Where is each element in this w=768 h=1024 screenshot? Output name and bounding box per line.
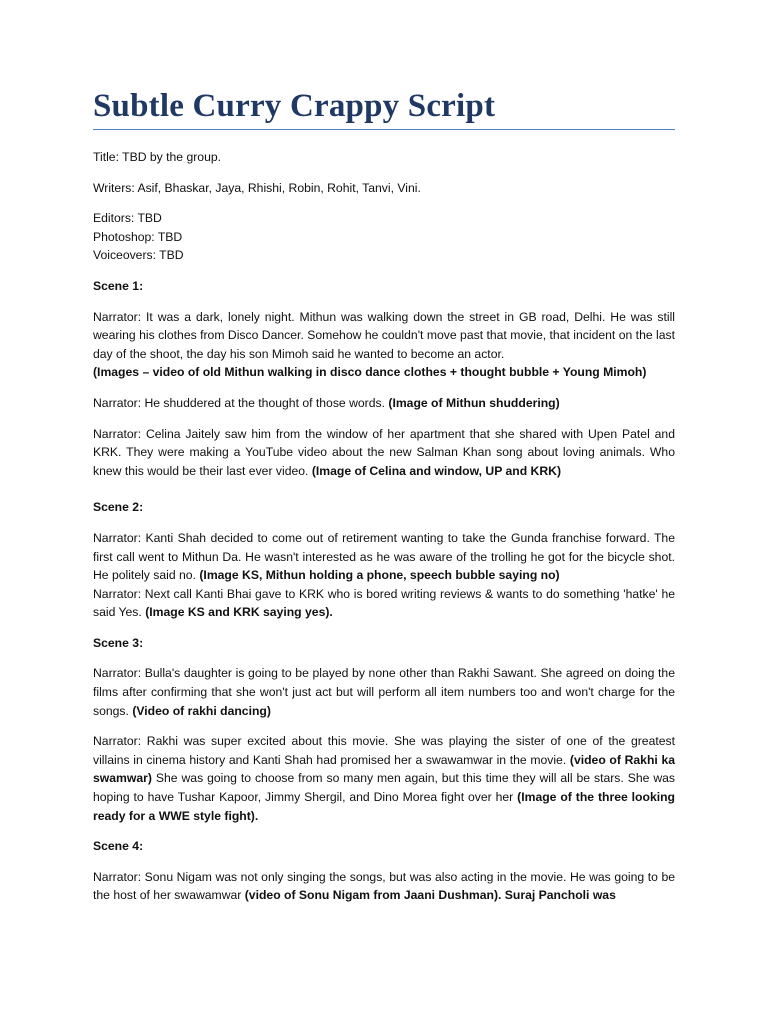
scene-4-p1-text-b: Suraj Pancholi was xyxy=(504,888,616,903)
scene-1-heading: Scene 1: xyxy=(93,278,144,293)
scene-4-p1-text-a: Narrator: Sonu Nigam was not only singing the songs, but was also acting in the movie. He was going to be the host of her swawamwar xyxy=(93,869,675,903)
meta-editors-line: Editors: TBD xyxy=(93,211,162,226)
document-page xyxy=(93,86,675,917)
scene-3-p1-text: Narrator: Bulla's daughter is going to be played by none other than Rakhi Sawant. She agreed on doing the films after confirming that she won't just act but will perform all item numbers too and won't charge for the songs. xyxy=(93,666,675,718)
scene-3-p2-text-a: Narrator: Rakhi was super excited about this movie. She was playing the sister of one of the greatest villains in cinema history and Kanti Shah had promised her a swawamwar in the movie. xyxy=(93,734,675,767)
scene-1-paragraph-2 xyxy=(93,394,675,413)
scene-1-p3-note: (Image of Celina and window, UP and KRK) xyxy=(311,463,562,478)
scene-1-paragraph-1 xyxy=(93,308,675,382)
scene-3-p1-note: (Video of rakhi dancing) xyxy=(132,703,271,718)
meta-credits-block xyxy=(93,209,675,265)
scene-2-p1-text: Narrator: Kanti Shah decided to come out of retirement wanting to take the Gunda franchise forward. The first call went to Mithun Da. He wasn't interested as he was aware of the trolling he got for the bicycle shot. He politely said no. xyxy=(93,530,675,583)
scene-4-p1-note-a: (video of Sonu Nigam from Jaani Dushman). xyxy=(244,888,502,903)
meta-title-line: Title: TBD by the group. xyxy=(93,150,222,164)
scene-1-p2-text: Narrator: He shuddered at the thought of those words. xyxy=(93,395,385,410)
scene-2-p2-text: Narrator: Next call Kanti Bhai gave to KRK who is bored writing reviews & wants to do something 'hatke' he said Yes. xyxy=(93,586,675,620)
scene-2-paragraph-2 xyxy=(93,585,675,622)
scene-2-heading: Scene 2: xyxy=(93,500,144,515)
meta-writers-line: Writers: Asif, Bhaskar, Jaya, Rhishi, Robin, Rohit, Tanvi, Vini. xyxy=(93,180,421,195)
scene-1-p2-note: (Image of Mithun shuddering) xyxy=(388,395,560,410)
scene-3-p2-note-b: (Image of the three looking ready for a WWE style fight). xyxy=(93,790,676,823)
meta-voiceovers-line: Voiceovers: TBD xyxy=(93,248,184,263)
scene-4-heading: Scene 4: xyxy=(93,839,144,854)
scene-1-p1-note: (Images – video of old Mithun walking in disco dance clothes + thought bubble + Young Mimoh) xyxy=(93,365,647,380)
scene-3-heading: Scene 3: xyxy=(93,635,144,650)
meta-photoshop-line: Photoshop: TBD xyxy=(93,229,183,244)
scene-3-p2-note-a: (video of Rakhi ka swamwar) xyxy=(93,752,675,786)
scene-3-paragraph-2 xyxy=(93,732,675,825)
scene-2-p1-note: (Image KS, Mithun holding a phone, speech bubble saying no) xyxy=(199,568,560,583)
scene-1-paragraph-3 xyxy=(93,425,675,481)
scene-1-p3-text: Narrator: Celina Jaitely saw him from the window of her apartment that she shared with Upen Patel and KRK. They were making a YouTube video about the new Salman Khan song about loving animals. Who knew this would be their last ever video. xyxy=(93,426,675,478)
scene-2-paragraph-1 xyxy=(93,529,675,585)
scene-2-p2-note: (Image KS and KRK saying yes). xyxy=(145,605,333,620)
scene-3-p2-text-b: She was going to choose from so many men again, but this time they will all be stars. She was hoping to have Tushar Kapoor, Jimmy Shergil, and Dino Morea fight over her xyxy=(93,771,675,805)
scene-4-paragraph-1 xyxy=(93,868,675,905)
scene-1-p1-text: Narrator: It was a dark, lonely night. Mithun was walking down the street in GB road, Delhi. He was still wearing his clothes from Disco Dancer. Somehow he couldn't move past that movie, that incident on the last day of the shoot, the day his son Mimoh said he wanted to become an actor. xyxy=(93,309,675,361)
scene-3-paragraph-1 xyxy=(93,664,675,720)
title-divider xyxy=(93,129,675,130)
document-title: Subtle Curry Crappy Script xyxy=(93,88,496,124)
